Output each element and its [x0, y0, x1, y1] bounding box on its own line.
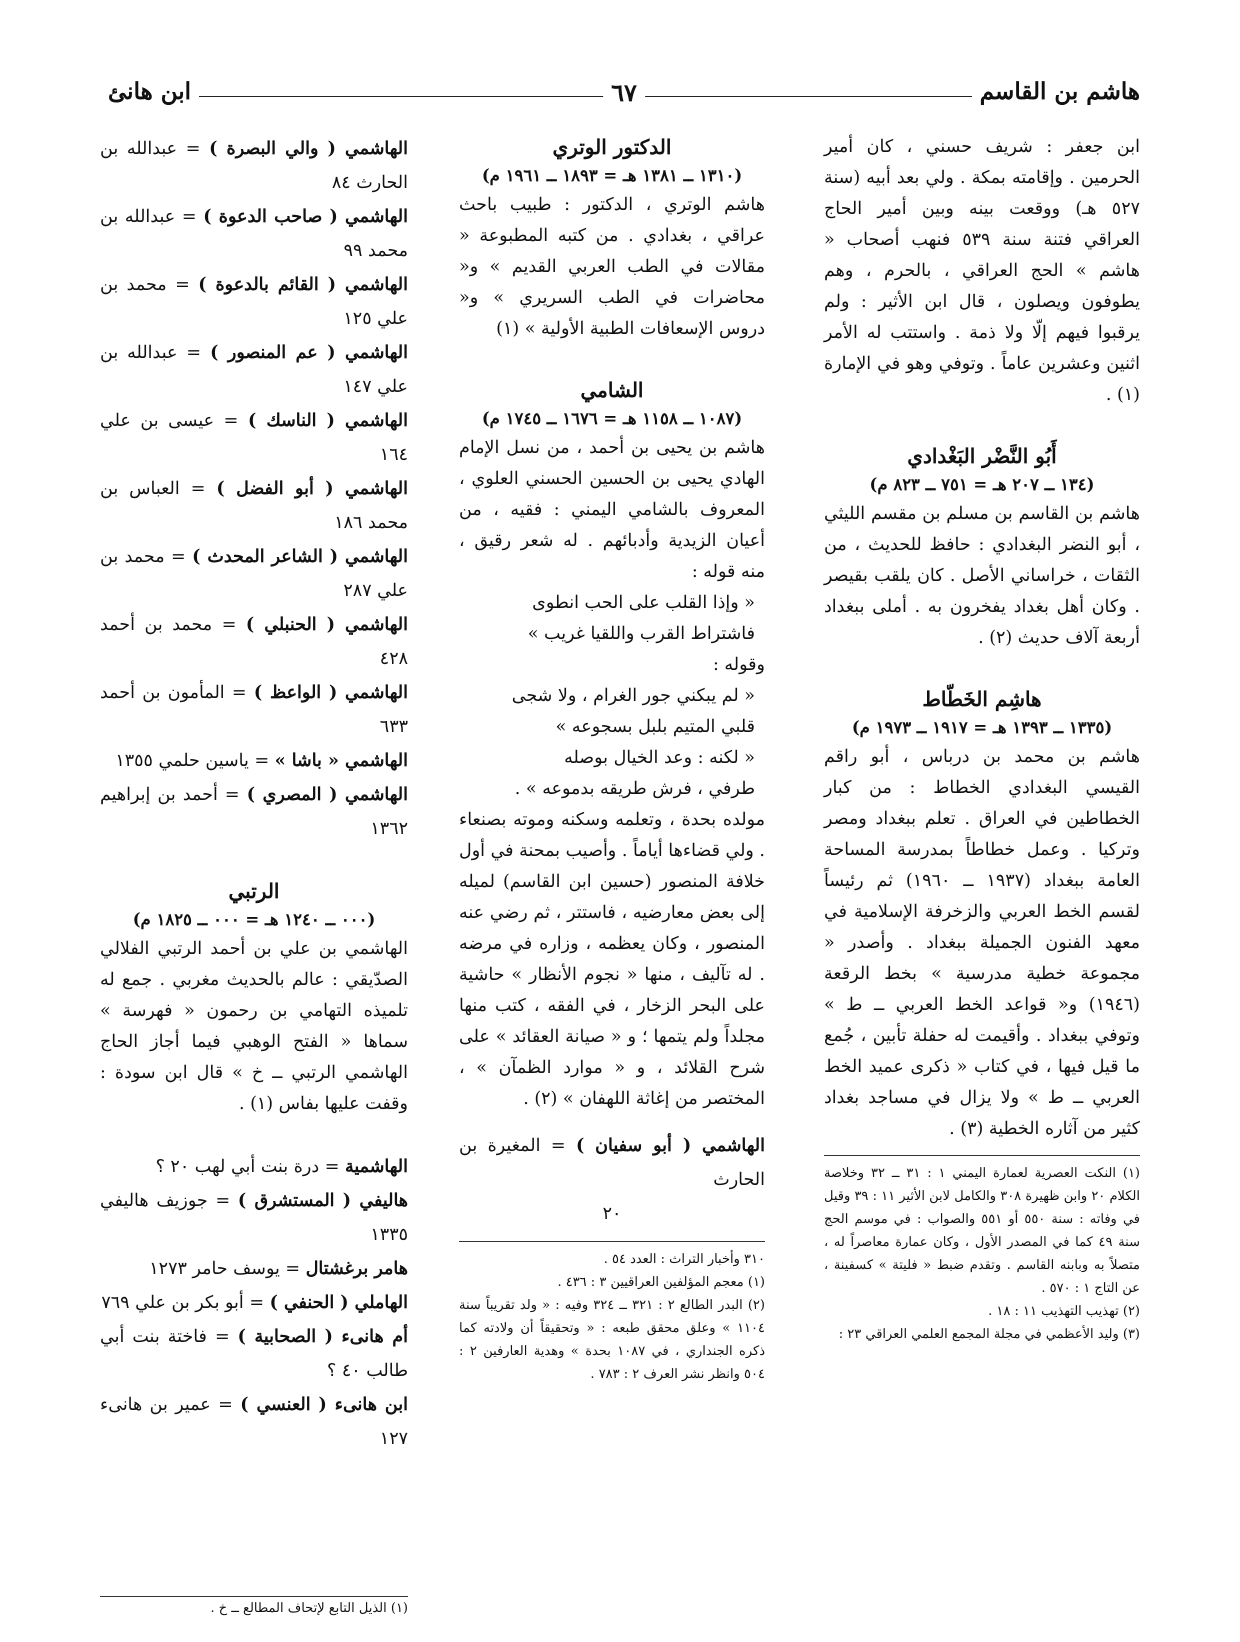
cross-reference-number: ٢٠: [602, 1204, 622, 1224]
footnote: (٢) البدر الطالع ٢ : ٣٢١ ــ ٣٢٤ وفيه : « ولد تقريباً سنة ١١٠٤ » وعلق محقق طبعه : « وتحقيقاً أن ولادته كما ذكره الجنداري ، في ١٠٨٧ بحدة » وهدية العارفين ٢ : ٥٠٤ وانظر نشر العرف ٢ : ٧٨٣ .: [459, 1298, 765, 1382]
verse-intro: وقوله :: [712, 655, 765, 675]
cross-reference: [100, 132, 408, 200]
cross-reference: [100, 608, 408, 676]
cross-reference-target: = عبدالله بن محمد ٩٩: [100, 207, 408, 261]
footnote: (٣) وليد الأعظمي في مجلة المجمع العلمي العراقي ٢٣ :: [838, 1327, 1140, 1342]
footnote: (١) الذيل التابع لإتحاف المطالع ــ خ .: [210, 1601, 408, 1616]
left-footnotes: [100, 1596, 408, 1616]
cross-reference-term: هاليفي ( المستشرق ): [237, 1191, 408, 1211]
cross-reference-term: الهاشمي « باشا »: [274, 751, 408, 771]
poem-verse: « لكنه : وعد الخيال بوصله: [564, 748, 755, 768]
cross-reference-term: الهاشمي ( الحنبلي ): [245, 615, 409, 635]
cross-reference: [100, 336, 408, 404]
cross-reference: [100, 676, 408, 744]
footnote: (٢) تهذيب التهذيب ١١ : ١٨ .: [988, 1304, 1140, 1319]
cross-reference: [100, 1320, 408, 1388]
cross-reference-term: الهاشمي ( أبو سفيان ): [575, 1136, 765, 1156]
cross-reference-target: = ياسين حلمي ١٣٥٥: [115, 751, 270, 771]
cross-reference: [100, 404, 408, 472]
poem-verse: قلبي المتيم بلبل بسجوعه »: [555, 717, 755, 737]
cross-reference-target: = فاختة بنت أبي طالب ٤٠ ؟: [100, 1327, 408, 1381]
entry-body-hashim-calligrapher: هاشم بن محمد بن درباس ، أبو راقم القيسي البغدادي الخطاط : من كبار الخطاطين في العراق . تعلم ببغداد ومصر وتركيا . وعمل خطاطاً بمدرسة المساحة العامة ببغداد (١٩٣٧ ــ ١٩٦٠) ثم رئيساً لقسم الخط العربي والزخرفة الإسلامية في معهد الفنون الجميلة ببغداد . وأصدر « مجموعة خطية مدرسية » بخط الرقعة (١٩٤٦) و« قواعد الخط العربي ــ ط » وتوفي ببغداد . وأقيمت له حفلة تأبين ، جُمع ما قيل فيها ، في كتاب « ذكرى عميد الخط العربي ــ ط » ولا يزال في مساجد بغداد كثير من آثاره الخطية (٣) .: [824, 747, 1140, 1139]
footnote: ٣١٠ وأخبار التراث : العدد ٥٤ .: [603, 1252, 765, 1267]
header-right-title: هاشم بن القاسم: [972, 78, 1140, 105]
cross-reference-term: الهاشمي ( والي البصرة ): [209, 139, 408, 159]
cross-reference-term: الهاشمية: [344, 1157, 408, 1177]
entry-body-dr-alwatri: هاشم الوتري ، الدكتور : طبيب باحث عراقي ، بغدادي . من كتبه المطبوعة « مقالات في الطب العربي القديم » و« محاضرات في الطب السريري » و« دروس الإسعافات الطبية الأولية » (١): [459, 195, 765, 339]
poem-verse: فاشتراط القرب واللقيا غريب »: [527, 624, 755, 644]
middle-column: [459, 132, 765, 1386]
footnote-rule: [100, 1596, 408, 1597]
cross-reference: [459, 1129, 765, 1231]
cross-reference-target: = أبو بكر بن علي ٧٦٩: [101, 1293, 265, 1313]
cross-reference: [100, 1286, 408, 1320]
cross-reference-target: = محمد بن أحمد ٤٢٨: [100, 615, 408, 669]
entry-dates-hashim-calligrapher: (١٣٣٥ ــ ١٣٩٣ هـ = ١٩١٧ ــ ١٩٧٣ م): [851, 718, 1113, 737]
cross-reference-target: = درة بنت أبي لهب ٢٠ ؟: [155, 1157, 340, 1177]
cross-reference: [100, 1184, 408, 1252]
cross-reference-list: [100, 1150, 408, 1456]
cross-reference-term: الهاشمي ( عم المنصور ): [210, 343, 408, 363]
footnote: (١) النكت العصرية لعمارة اليمني ١ : ٣١ ــ ٣٢ وخلاصة الكلام ٢٠ وابن ظهيرة ٣٠٨ والكامل لابن الأثير ١١ : ٣٩ وقيل في وفاته : سنة ٥٥٠ أو ٥٥١ والصواب : في موسم الحج سنة ٤٩ كما في المصدر الأول ، وكان عمارة معاصراً له ، متصلاً به وبابنه القاسم . وتقدم ضبط « فليتة » كسفينة ، عن التاج ١ : ٥٧٠ .: [824, 1166, 1141, 1296]
entry-body-alshami-part1: هاشم بن يحيى بن أحمد ، من نسل الإمام الهادي يحيى بن الحسين الحسني العلوي ، المعروف بالشامي اليمني : فقيه ، من أعيان الزيدية وأدبائهم . له شعر رقيق ، منه قوله :: [459, 438, 765, 582]
footnote-rule: [824, 1155, 1140, 1156]
cross-reference-term: هامر برغشتال: [305, 1259, 408, 1279]
cross-reference-term: الهاشمي ( المصري ): [246, 785, 409, 805]
footnote-rule: [459, 1241, 765, 1242]
poem-verse: طرفي ، فرش طريقه بدموعه » .: [514, 779, 755, 799]
cross-reference-target: = المغيرة بن الحارث: [459, 1136, 765, 1190]
footnote: (١) معجم المؤلفين العراقيين ٣ : ٤٣٦ .: [557, 1275, 765, 1290]
cross-reference: [100, 540, 408, 608]
entry-title-hashim-calligrapher: هاشِم الخَطّاط: [922, 687, 1042, 711]
entry-dates-alrutbi: (٠٠٠ ــ ١٢٤٠ هـ = ٠٠٠ ــ ١٨٢٥ م): [132, 910, 376, 929]
cross-reference-term: الهاشمي ( القائم بالدعوة ): [198, 275, 408, 295]
cross-reference-list: [100, 132, 408, 846]
poem-verse: « وإذا القلب على الحب انطوى: [532, 593, 755, 613]
left-column: [100, 132, 408, 1456]
cross-reference-term: الهاشمي ( صاحب الدعوة ): [203, 207, 408, 227]
poem-verse: « لم يبكني جور الغرام ، ولا شجى: [511, 686, 755, 706]
right-column: [824, 132, 1140, 1346]
middle-footnotes: [459, 1248, 765, 1386]
cross-reference-target: = عبدالله بن علي ١٤٧: [100, 343, 408, 397]
entry-title-alshami: الشامي: [580, 378, 644, 402]
cross-reference-target: = أحمد بن إبراهيم ١٣٦٢: [100, 785, 408, 839]
cross-reference-term: الهاشمي ( الواعظ ): [253, 683, 408, 703]
cross-reference-target: = يوسف حامر ١٢٧٣: [149, 1259, 301, 1279]
right-footnotes: [824, 1162, 1140, 1346]
cross-reference-term: الهاشمي ( الشاعر المحدث ): [192, 547, 408, 567]
cross-reference-target: = محمد بن علي ٢٨٧: [100, 547, 408, 601]
cross-reference: [100, 200, 408, 268]
entry-title-abu-alnadr: أَبُو النَّضْر البَغْدادي: [907, 444, 1057, 468]
entry-body-alrutbi: الهاشمي بن علي بن أحمد الرتبي الفلالي الصدّيقي : عالم بالحديث مغربي . جمع له تلميذه التهامي بن رحمون « فهرسة » سماها « الفتح الوهبي فيما أجاز الحاج الهاشمي الرتبي ــ خ » قال ابن سودة : وقفت عليها بفاس (١) .: [100, 939, 408, 1114]
cross-reference: [100, 472, 408, 540]
entry-dates-abu-alnadr: (١٣٤ ــ ٢٠٧ هـ = ٧٥١ ــ ٨٢٣ م): [869, 475, 1095, 494]
cross-reference-target: = جوزيف هاليفي ١٣٣٥: [100, 1191, 408, 1245]
cross-reference-target: = العباس بن محمد ١٨٦: [100, 479, 408, 533]
cross-reference: [100, 1252, 408, 1286]
header-left-title: ابن هانئ: [108, 78, 199, 105]
cross-reference-target: = عبدالله بن الحارث ٨٤: [100, 139, 408, 193]
cross-reference-target: = عمير بن هانىء ١٢٧: [100, 1395, 408, 1449]
entry-title-alrutbi: الرتبي: [228, 879, 280, 903]
cross-reference-target: = المأمون بن أحمد ٦٣٣: [100, 683, 408, 737]
cross-reference-term: الهاشمي ( الناسك ): [247, 411, 408, 431]
running-header: [108, 78, 1140, 118]
cross-reference: [100, 1150, 408, 1184]
cross-reference-target: = عيسى بن علي ١٦٤: [100, 411, 408, 465]
entry-dates-alshami: (١٠٨٧ ــ ١١٥٨ هـ = ١٦٧٦ ــ ١٧٤٥ م): [481, 409, 743, 428]
cross-reference: [100, 778, 408, 846]
page-number: ٦٧: [603, 78, 645, 107]
entry-body-abu-alnadr: هاشم بن القاسم بن مسلم بن مقسم الليثي ، أبو النضر البغدادي : حافظ للحديث ، من الثقات ، خراساني الأصل . كان يلقب بقيصر . وكان أهل بغداد يفخرون به . أملى ببغداد أربعة آلاف حديث (٢) .: [824, 504, 1140, 648]
entry-body-alshami-part2: مولده بحدة ، وتعلمه وسكنه وموته بصنعاء . ولي قضاءها أياماً . وأصيب بمحنة في أول خلافة المنصور (حسين ابن القاسم) لميله إلى بعض معارضيه ، فاستتر ، ثم رضي عنه المنصور ، وكان يعظمه ، وزاره في مرضه . له تآليف ، منها « نجوم الأنظار » حاشية على البحر الزخار ، في الفقه ، كتب منها مجلداً ولم يتمها ؛ و « صيانة العقائد » على شرح القلائد ، و « موارد الظمآن » ، المختصر من إغاثة اللهفان » (٢) .: [459, 810, 765, 1109]
cross-reference-term: أم هانىء ( الصحابية ): [237, 1327, 408, 1347]
cross-reference-term: الهاشمي ( أبو الفضل ): [216, 479, 409, 499]
cross-reference: [100, 744, 408, 778]
continued-entry-text: ابن جعفر : شريف حسني ، كان أمير الحرمين . وإقامته بمكة . ولي بعد أبيه (سنة ٥٢٧ هـ) ووقعت بينه وبين أمير الحاج العراقي فتنة سنة ٥٣٩ فنهب أصحاب « هاشم » الحج العراقي ، بالحرم ، وهم يطوفون ويصلون ، قال ابن الأثير : ولم يرقبوا فيهم إلّا ولا ذمة . واستتب له الأمر اثنين وعشرين عاماً . وتوفي وهو في الإمارة (١) .: [824, 137, 1140, 405]
cross-reference: [100, 1388, 408, 1456]
cross-reference-term: ابن هانىء ( العنسي ): [240, 1395, 408, 1415]
cross-reference: [100, 268, 408, 336]
cross-reference-term: الهاملي ( الحنفي ): [269, 1293, 408, 1313]
cross-reference-target: = محمد بن علي ١٢٥: [100, 275, 408, 329]
entry-title-dr-alwatri: الدكتور الوتري: [552, 135, 672, 159]
entry-dates-dr-alwatri: (١٣١٠ ــ ١٣٨١ هـ = ١٨٩٣ ــ ١٩٦١ م): [481, 166, 743, 185]
